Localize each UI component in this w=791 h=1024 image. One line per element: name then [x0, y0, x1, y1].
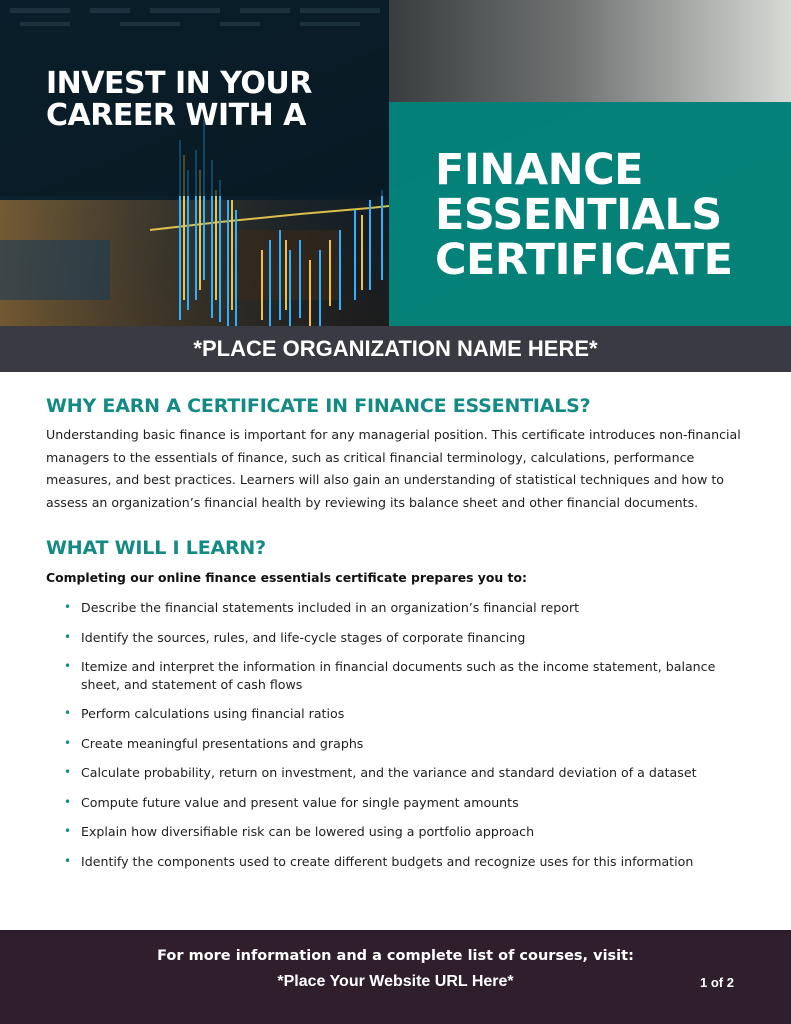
main-content — [46, 393, 746, 882]
list-item-text: Describe the financial statements included in an organization’s financial report — [81, 600, 580, 615]
hero-title-line: CERTIFICATE — [435, 235, 733, 285]
bullet-icon: • — [64, 629, 72, 644]
list-item-text: Perform calculations using financial ratios — [81, 706, 345, 721]
website-url-placeholder[interactable]: *Place Your Website URL Here* — [277, 973, 514, 990]
bullet-icon: • — [64, 706, 72, 720]
why-heading: WHY EARN A CERTIFICATE IN FINANCE ESSENTIALS? — [46, 395, 591, 417]
bullet-icon: • — [64, 853, 72, 868]
learn-heading: WHAT WILL I LEARN? — [46, 537, 266, 559]
list-item — [46, 823, 746, 841]
bullet-icon: • — [64, 735, 72, 750]
footer-info-text: For more information and a complete list of courses, visit: — [157, 948, 634, 964]
why-paragraph: Understanding basic finance is important for any managerial position. This certificate introduces non-financial managers to the essentials of finance, such as critical financial terminology, calculations, performance measures, and best practices. Learners will also gain an understanding of statistical techniques and how to assess an organization’s financial health by reviewing its balance sheet and other financial documents. — [46, 427, 741, 510]
list-item-text: Calculate probability, return on investment, and the variance and standard deviation of a dataset — [81, 765, 697, 780]
list-item-text: Identify the components used to create different budgets and recognize uses for this information — [81, 853, 694, 869]
hero-kicker: INVEST IN YOUR CAREER WITH A — [46, 66, 312, 133]
hero-photo-blur — [389, 0, 791, 102]
bullet-icon: • — [64, 659, 72, 673]
hero-title — [435, 145, 775, 285]
list-item-text: Compute future value and present value for single payment amounts — [81, 794, 519, 810]
list-item-text: Identify the sources, rules, and life-cycle stages of corporate financing — [81, 629, 526, 645]
hero-title-line: FINANCE — [435, 145, 644, 195]
learn-lead: Completing our online finance essentials certificate prepares you to: — [46, 570, 527, 585]
page-number: 1 of 2 — [700, 975, 734, 990]
list-item — [46, 735, 746, 753]
list-item-text: Explain how diversifiable risk can be lowered using a portfolio approach — [81, 824, 535, 839]
list-item-text: Itemize and interpret the information in financial documents such as the income statement, balance sheet, and statement of cash flows — [81, 659, 716, 692]
list-item — [46, 764, 746, 782]
bullet-icon: • — [64, 824, 72, 838]
bullet-icon: • — [64, 794, 72, 809]
list-item-text: Create meaningful presentations and graphs — [81, 735, 364, 751]
list-item — [46, 853, 746, 871]
hero-title-line: ESSENTIALS — [435, 190, 722, 240]
footer — [0, 930, 791, 1024]
list-item — [46, 658, 746, 693]
bullet-icon: • — [64, 765, 72, 779]
list-item — [46, 599, 746, 617]
learning-outcomes-list — [46, 599, 746, 870]
list-item — [46, 705, 746, 723]
list-item — [46, 794, 746, 812]
hero-banner — [0, 0, 791, 326]
bullet-icon: • — [64, 600, 72, 614]
organization-name-bar: *PLACE ORGANIZATION NAME HERE* — [0, 326, 791, 372]
list-item — [46, 629, 746, 647]
